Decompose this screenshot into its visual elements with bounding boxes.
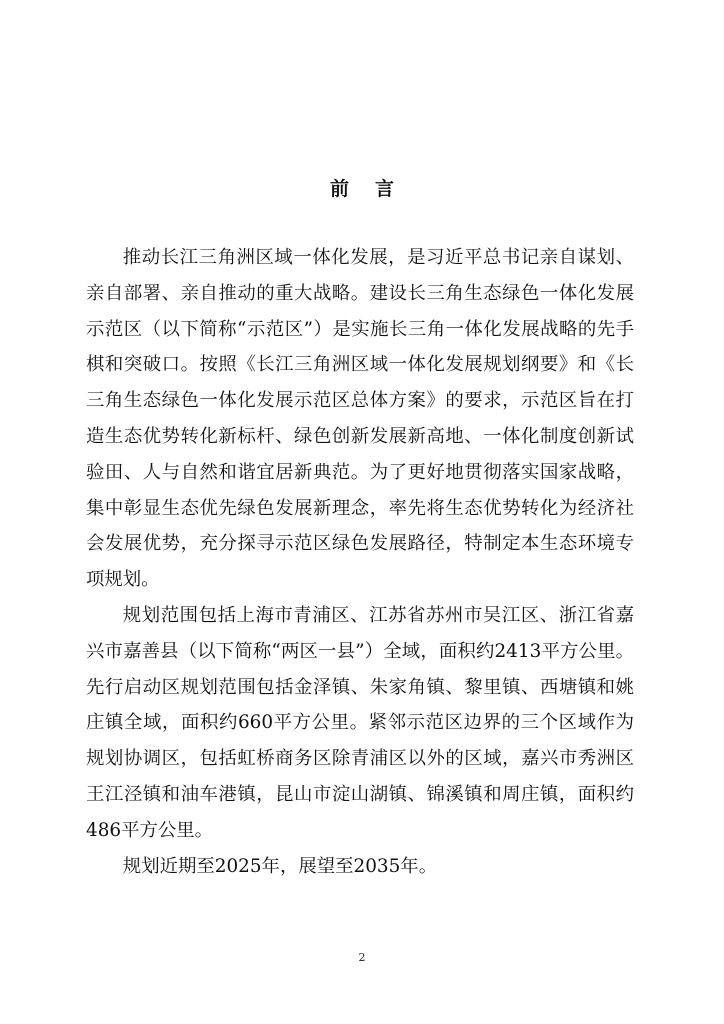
paragraph-timeline: 规划近期至2025年，展望至2035年。 — [122, 855, 438, 877]
paragraph-intro: 推动长江三角洲区域一体化发展，是习近平总书记亲自谋划、亲自部署、亲自推动的重大战略。建设长三角生态绿色一体化发展示范区（以下简称“示范区”）是实施长三角一体化发展战略的先手棋和突破口。按照《长江三角洲区域一体化发展规划纲要》和《长三角生态绿色一体化发展示范区总体方案》的要求，示范区旨在打造生态优势转化新标杆、绿色创新发展新高地、一体化制度创新试验田、人与自然和谐宜居新典范。为了更好地贯彻落实国家战略，集中彰显生态优先绿色发展新理念，率先将生态优势转化为经济社会发展优势，充分探寻示范区绿色发展路径，特制定本生态环境专项规划。 — [86, 247, 634, 591]
page-number: 2 — [358, 951, 366, 964]
body-text — [86, 240, 634, 884]
page-title: 前言 — [329, 178, 420, 200]
paragraph-scope: 规划范围包括上海市青浦区、江苏省苏州市吴江区、浙江省嘉兴市嘉善县（以下简称“两区一县”）全域，面积约2413平方公里。先行启动区规划范围包括金泽镇、朱家角镇、黎里镇、西塘镇和姚庄镇全域，面积约660平方公里。紧邻示范区边界的三个区域作为规划协调区，包括虹桥商务区除青浦区以外的区域，嘉兴市秀洲区王江泾镇和油车港镇，昆山市淀山湖镇、锦溪镇和周庄镇，面积约486平方公里。 — [86, 604, 634, 841]
